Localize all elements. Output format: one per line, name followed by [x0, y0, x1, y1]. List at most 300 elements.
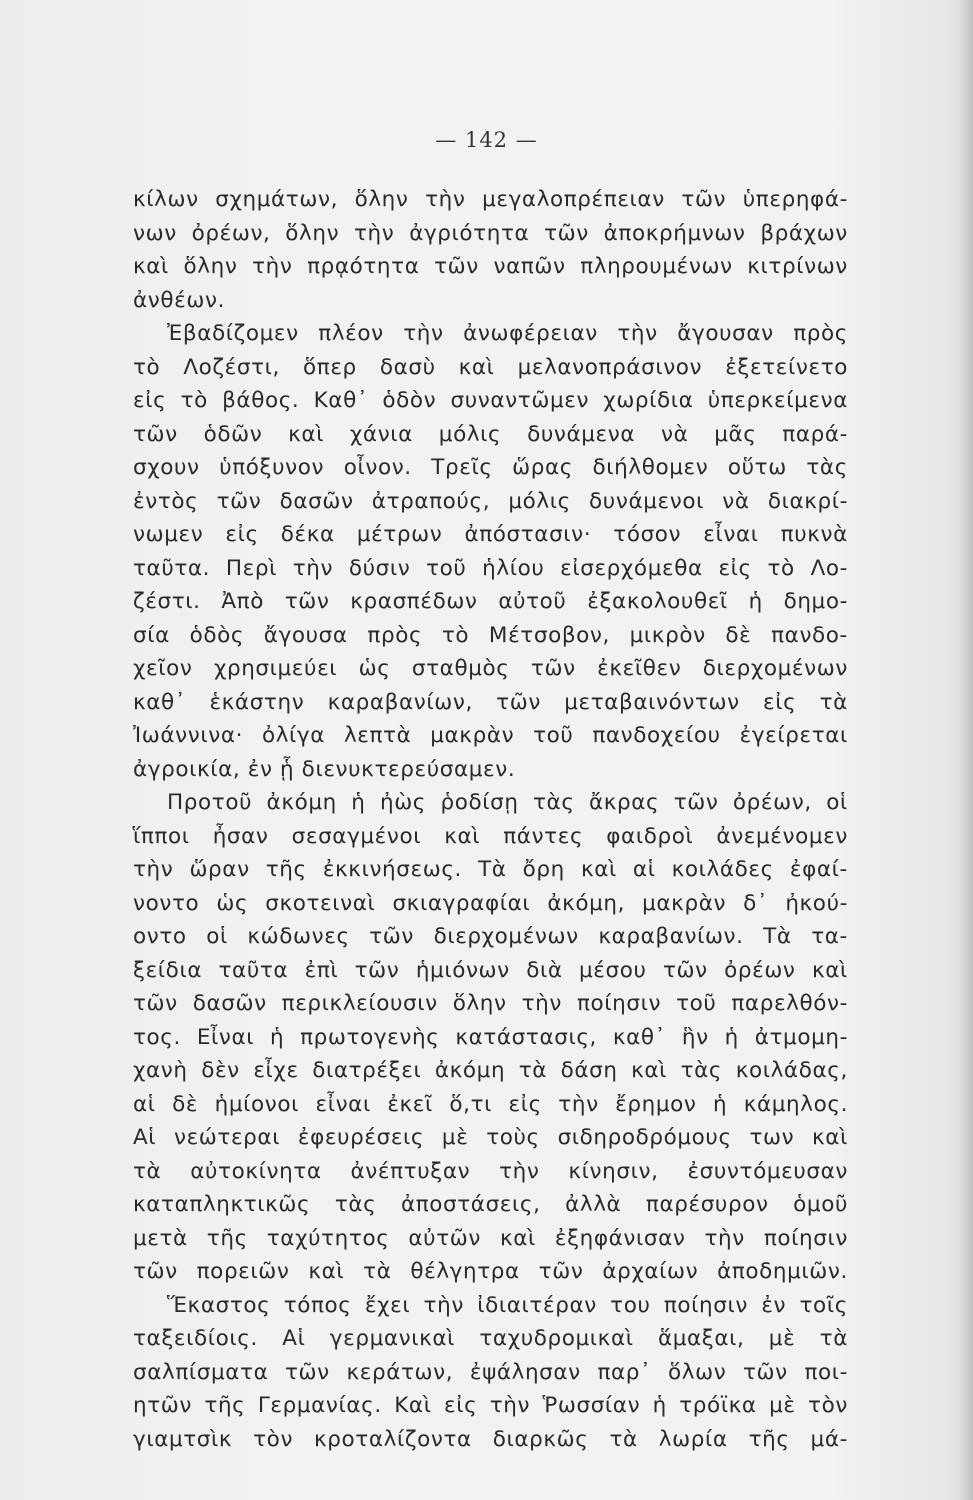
word: ταξειδίοις.: [133, 1326, 258, 1351]
word: ἐψάλησαν: [469, 1359, 581, 1385]
word: ἐσυντόμευσαν: [687, 1158, 848, 1184]
word: ἀκόμη: [434, 1058, 506, 1083]
word: διερχομένων: [433, 924, 579, 949]
word: ναπῶν: [493, 254, 566, 279]
text-line: [133, 1289, 848, 1323]
word: ὁμοῦ: [793, 1192, 848, 1217]
word: ἀποστάσεις,: [400, 1192, 541, 1217]
word: μικρὸν: [629, 622, 706, 648]
word: πρωτογενὴς: [300, 1024, 440, 1050]
word: κροταλίζοντα: [314, 1426, 472, 1452]
word: αὐτῶν: [408, 1225, 481, 1251]
word: οὕτω: [727, 455, 787, 480]
word: τοῦ: [676, 991, 717, 1016]
word: σία: [133, 622, 170, 648]
word: τοῦ: [426, 555, 467, 581]
word: παρά-: [782, 421, 848, 447]
word: καὶ: [631, 1058, 668, 1083]
word: ητῶν: [133, 1393, 192, 1418]
text-line: [133, 1054, 848, 1088]
word: ἀνέπτυξαν: [350, 1158, 471, 1184]
word: τα-: [811, 924, 848, 949]
word: ἅμαξαι,: [657, 1326, 745, 1351]
word: ταχύτητος: [266, 1225, 390, 1251]
word: τὰς: [533, 790, 575, 815]
word: ὑπόξυνον: [219, 455, 325, 480]
word: αἱ: [133, 1091, 156, 1117]
word: ῥοδίσῃ: [440, 790, 519, 815]
word: τὴν: [403, 321, 444, 346]
word: τῶν: [133, 421, 178, 447]
word: ἐξακολουθεῖ: [587, 589, 728, 614]
text-line: [133, 1389, 848, 1423]
word: γιαμτσὶκ: [133, 1426, 233, 1452]
word: αἱ: [632, 857, 656, 882]
word: ἐκεῖ: [387, 1091, 433, 1117]
word: τῆς: [748, 1426, 790, 1452]
word: οντο: [133, 924, 187, 949]
word: ὥραν: [189, 857, 250, 882]
word: μακρὰν: [430, 723, 515, 748]
word: μὲ: [441, 1125, 469, 1150]
text-line: [133, 217, 848, 251]
word: Ἀπὸ: [221, 589, 264, 614]
word: μεγαλοπρέπειαν: [482, 187, 665, 212]
word: κοιλάδες: [671, 857, 774, 882]
word: εἰσερχόμεθα: [560, 555, 703, 581]
word: Αἱ: [282, 1326, 306, 1351]
word: νων: [133, 220, 177, 246]
text-line: [133, 585, 848, 619]
text-line: [133, 1188, 848, 1222]
word: Ἐβαδίζομεν: [167, 321, 299, 346]
word: ἀτραπούς,: [371, 488, 491, 514]
word: φαιδροὶ: [606, 823, 694, 849]
word: λωρία: [658, 1426, 728, 1452]
word: πληρουμένων: [580, 254, 733, 279]
text-line: [133, 418, 848, 452]
word: νὰ: [660, 421, 689, 447]
word: πανδο-: [771, 622, 848, 648]
word: εἰς: [133, 388, 167, 413]
word: τῶν: [354, 957, 400, 983]
word: Λο-: [810, 555, 848, 581]
word: ἔχει: [364, 1292, 411, 1318]
word: εἰς: [718, 555, 752, 581]
word: των: [749, 1125, 795, 1150]
word: μὲ: [769, 1393, 796, 1418]
word: ἀποδημιῶν.: [717, 1259, 848, 1284]
text-line: [133, 719, 848, 753]
word: ἐντὸς: [133, 488, 199, 514]
word: τῶν: [538, 1259, 584, 1284]
word: καὶ: [580, 857, 617, 882]
word: Καθ᾽: [313, 388, 369, 413]
word: πλέον: [318, 321, 384, 346]
word: νεώτεραι: [173, 1125, 281, 1150]
word: οἶνον.: [343, 455, 412, 480]
word: ποίησιν: [763, 1225, 848, 1251]
word: τῶν: [681, 187, 727, 212]
word: παρέσυρον: [645, 1192, 769, 1217]
word: ὁδῶν: [203, 421, 263, 447]
word: τῶν: [743, 1359, 788, 1385]
word: νοντο: [133, 890, 200, 916]
text-line: [133, 1356, 848, 1390]
word: πορειῶν: [196, 1259, 290, 1284]
word: εἶναι: [703, 522, 759, 547]
word: δὲ: [172, 1091, 199, 1117]
word: ἡλίου: [482, 555, 545, 581]
word: κατάστασις,: [455, 1024, 597, 1050]
word: διαρκῶς: [492, 1426, 589, 1452]
word: Γερμανίας.: [257, 1393, 382, 1418]
text-line: [133, 351, 848, 385]
word: συναντῶμεν: [450, 388, 590, 413]
word: δασὺ: [379, 354, 436, 380]
word: δασῶν: [192, 991, 267, 1016]
word: μελανοπράσινον: [517, 354, 703, 380]
word: τῶν: [544, 220, 589, 246]
word: ἀγριότητα: [409, 220, 530, 246]
word: ἐξετείνετο: [725, 354, 848, 380]
word: σεσαγμένοι: [291, 823, 422, 849]
word: ὡς: [358, 656, 391, 681]
word: τόπος: [283, 1292, 352, 1318]
word: κίλων: [133, 187, 199, 212]
word: ποίησιν: [663, 1292, 748, 1318]
word: θέλγητρα: [410, 1259, 520, 1284]
word: δ᾽: [743, 890, 769, 916]
word: τὴν: [617, 321, 658, 346]
word: κώδωνες: [247, 924, 350, 949]
word: ὑπερκείμενα: [707, 388, 848, 413]
word: διερχομένων: [702, 656, 848, 681]
word: εἶχε: [253, 1058, 299, 1083]
text-line: [133, 652, 848, 686]
word: αὐτοῦ: [498, 589, 567, 614]
word: ἀκόμη,: [547, 890, 626, 916]
word: ἐξηφάνισαν: [554, 1225, 686, 1251]
word: μόλις: [508, 488, 571, 514]
word: τοῖς: [799, 1292, 848, 1318]
text-line: [133, 250, 848, 284]
word: τῶν: [530, 656, 576, 681]
word: Προτοῦ: [167, 790, 253, 815]
word: τὸ: [133, 354, 161, 380]
word: τῶν: [369, 924, 415, 949]
text-line: [133, 451, 848, 485]
word: ὅλων: [668, 1359, 727, 1385]
word: δὲν: [201, 1058, 240, 1083]
page-number: — 142 —: [435, 128, 538, 152]
word: καὶ: [812, 1125, 848, 1150]
word: Αἱ: [133, 1125, 157, 1150]
word: χάνια: [349, 421, 413, 447]
word: ἠὼς: [379, 790, 427, 815]
word: τῶν: [662, 957, 708, 983]
word: γερμανικαὶ: [329, 1326, 456, 1351]
word: ἐπὶ: [304, 957, 339, 983]
word: πανδοχείου: [592, 723, 721, 748]
word: τὰς: [334, 1192, 377, 1217]
word: βράχων: [760, 220, 848, 246]
word: ἀκόμη: [266, 790, 337, 815]
word: τὸ: [441, 622, 470, 648]
word: ὅλην: [452, 991, 507, 1016]
word: δυνάμενοι: [589, 488, 704, 514]
text-line: [133, 552, 848, 586]
word: πυκνὰ: [780, 522, 848, 547]
text-line: [133, 1121, 848, 1155]
word: Λοζέστι,: [183, 354, 280, 380]
word: αὐτοκίνητα: [190, 1158, 322, 1184]
word: τὰ: [609, 1426, 638, 1452]
word: τρόϊκα: [679, 1393, 757, 1418]
word: σταθμὸς: [411, 656, 510, 681]
word: χανὴ: [133, 1058, 188, 1083]
word: πρὸς: [793, 321, 848, 346]
word: καταπληκτικῶς: [133, 1192, 311, 1217]
word: ὅπερ: [303, 354, 357, 380]
word: βάθος.: [222, 388, 300, 413]
word: εἰς: [444, 1393, 478, 1418]
word: τὸ: [180, 388, 208, 413]
text-line: [133, 820, 848, 854]
word: χεῖον: [133, 656, 193, 681]
word: παρελθόν-: [731, 991, 848, 1016]
word: ἐν: [761, 1292, 787, 1318]
word: τὰ: [363, 1259, 392, 1284]
word: ἡ: [351, 790, 366, 815]
text-line: ἀγροικία, ἐν ᾗ διενυκτερεύσαμεν.: [133, 756, 516, 782]
word: κίνησιν,: [568, 1158, 659, 1184]
text-line: [133, 619, 848, 653]
word: μόλις: [438, 421, 502, 447]
word: Καὶ: [394, 1393, 432, 1418]
word: ὀρέων: [724, 957, 796, 983]
word: τοῦ: [533, 723, 574, 748]
word: ὅλην: [354, 187, 409, 212]
word: ὀρέων,: [191, 220, 271, 246]
word: ὡς: [216, 890, 249, 916]
word: μεταβαινόντων: [564, 689, 740, 715]
word: εἰς: [763, 689, 797, 715]
word: καθ᾽: [612, 1024, 667, 1050]
word: μέσου: [579, 957, 647, 983]
text-line: [133, 317, 848, 351]
word: ταῦτα.: [133, 555, 211, 581]
word: περικλείουσιν: [281, 991, 438, 1016]
word: νωμεν: [133, 522, 204, 547]
word: ἀνεμένομεν: [716, 823, 848, 849]
word: Τὰ: [763, 924, 792, 949]
text-line: [133, 1423, 848, 1457]
word: ὀρέων,: [732, 790, 812, 815]
word: τῆς: [265, 857, 307, 882]
word: καθ᾽: [133, 689, 187, 715]
word: σαλπίσματα: [133, 1359, 269, 1385]
word: τὰ: [819, 689, 848, 715]
word: κεράτων,: [346, 1359, 454, 1385]
word: τὴν: [252, 254, 293, 279]
word: καὶ: [288, 421, 325, 447]
word: ἀτμομη-: [754, 1024, 848, 1050]
word: σκοτειναὶ: [265, 890, 376, 916]
word: ποι-: [804, 1359, 848, 1385]
text-line: [133, 987, 848, 1021]
word: τὰ: [518, 1058, 548, 1083]
word: ἣν: [681, 1024, 709, 1050]
word: μέτρων: [356, 522, 443, 547]
word: ὁδὸς: [189, 622, 245, 648]
word: τῆς: [204, 1393, 246, 1418]
word: ζέστι.: [133, 589, 201, 614]
text-line: [133, 1322, 848, 1356]
word: ὅ,τι: [449, 1091, 492, 1117]
word: δάση: [560, 1058, 618, 1083]
word: χωρίδια: [603, 388, 694, 413]
word: μά-: [810, 1426, 848, 1452]
word: καὶ: [308, 1259, 345, 1284]
word: καὶ: [133, 254, 169, 279]
word: εἰς: [225, 522, 259, 547]
word: μακρὰν: [642, 890, 727, 916]
word: τὰ: [819, 1326, 848, 1351]
word: τὴν: [704, 1225, 745, 1251]
word: του: [610, 1292, 651, 1318]
word: ἡ: [652, 1393, 667, 1418]
word: ὄρη: [522, 857, 565, 882]
word: Περὶ: [225, 555, 277, 581]
word: τὴν: [521, 991, 563, 1016]
word: ἄκρας: [588, 790, 660, 815]
text-line: [133, 786, 848, 820]
word: Τὰ: [478, 857, 507, 882]
word: κρασπέδων: [350, 589, 478, 614]
word: τῶν: [496, 689, 541, 715]
word: ἡ: [748, 589, 763, 614]
word: δύσιν: [348, 555, 411, 581]
word: ἐκεῖθεν: [597, 656, 682, 681]
word: χρησιμεύει: [213, 656, 338, 681]
word: σκιαγραφίαι: [392, 890, 531, 916]
page-edge-shadow: [959, 0, 973, 1500]
word: ἰδιαιτέραν: [477, 1292, 597, 1318]
word: πρᾳότητα: [307, 254, 420, 279]
word: δέκα: [280, 522, 335, 547]
word: κάμηλος.: [743, 1091, 848, 1117]
word: ἡ: [724, 1024, 739, 1050]
word: σιδηροδρόμους: [557, 1125, 732, 1150]
word: ἵπποι: [133, 823, 190, 849]
word: διατρέξει: [312, 1058, 422, 1083]
word: τῶν: [133, 1259, 178, 1284]
word: ὁδὸν: [382, 388, 437, 413]
word: ὅλην: [285, 220, 340, 246]
text-line: ἀνθέων.: [133, 287, 226, 313]
word: σχουν: [133, 455, 200, 480]
word: ταχυδρομικαὶ: [479, 1326, 634, 1351]
word: ἡμίονοι: [214, 1091, 299, 1117]
word: μὲ: [768, 1326, 796, 1351]
word: εἶναι: [315, 1091, 371, 1117]
word: μετὰ: [133, 1225, 188, 1251]
text-line: [133, 853, 848, 887]
word: ὥρας: [512, 455, 573, 480]
word: τὴν: [489, 1393, 531, 1418]
word: τὸν: [808, 1393, 848, 1418]
text-line: [133, 1155, 848, 1189]
word: παρ᾽: [597, 1359, 652, 1385]
word: τῶν: [673, 790, 719, 815]
word: Τρεῖς: [431, 455, 493, 480]
word: τῆς: [206, 1225, 248, 1251]
word: ἀλλὰ: [565, 1192, 622, 1217]
body-text: [133, 183, 848, 1456]
word: ἀνωφέρειαν: [463, 321, 598, 346]
word: δασῶν: [279, 488, 354, 514]
word: μᾶς: [714, 421, 757, 447]
text-line: [133, 1222, 848, 1256]
text-line: [133, 920, 848, 954]
word: τῶν: [284, 589, 330, 614]
text-line: [133, 887, 848, 921]
word: Μέτσοβον,: [488, 622, 610, 648]
text-line: [133, 518, 848, 552]
word: Ἰωάννινα·: [133, 723, 244, 748]
word: τὸν: [253, 1426, 294, 1452]
word: καὶ: [499, 1225, 536, 1251]
word: οἱ: [826, 790, 848, 815]
word: καραβανίων,: [327, 689, 473, 715]
word: νὰ: [722, 488, 750, 514]
text-line: [133, 485, 848, 519]
word: οἱ: [206, 924, 228, 949]
word: τὸ: [767, 555, 795, 581]
word: σχημάτων,: [215, 187, 338, 212]
word: τῶν: [133, 991, 178, 1016]
word: κοιλάδας,: [735, 1058, 848, 1083]
word: τῶν: [216, 488, 262, 514]
text-line: [133, 954, 848, 988]
word: τὰς: [806, 455, 848, 480]
word: καὶ: [811, 957, 848, 983]
word: ἐγείρεται: [739, 723, 848, 748]
word: δημο-: [783, 589, 848, 614]
word: τῶν: [285, 1359, 330, 1385]
word: ταῦτα: [218, 957, 289, 983]
word: τὴν: [499, 1158, 540, 1184]
word: Εἶναι: [196, 1024, 255, 1050]
word: καὶ: [444, 823, 481, 849]
word: πρὸς: [367, 622, 423, 648]
word: ἑκάστην: [209, 689, 305, 715]
word: Ἕκαστος: [167, 1292, 271, 1318]
word: τοὺς: [486, 1125, 540, 1150]
word: ὑπερηφά-: [742, 187, 848, 212]
word: καραβανίων.: [598, 924, 744, 949]
word: ξείδια: [133, 957, 203, 983]
word: ἀπόστασιν·: [464, 522, 592, 547]
text-line: [133, 384, 848, 418]
word: ὀλίγα: [261, 723, 326, 748]
word: ἀρχαίων: [602, 1259, 699, 1284]
word: ἔρημον: [615, 1091, 697, 1117]
word: Ῥωσσίαν: [542, 1393, 641, 1418]
word: τόσον: [613, 522, 682, 547]
word: ποίησιν: [576, 991, 662, 1016]
